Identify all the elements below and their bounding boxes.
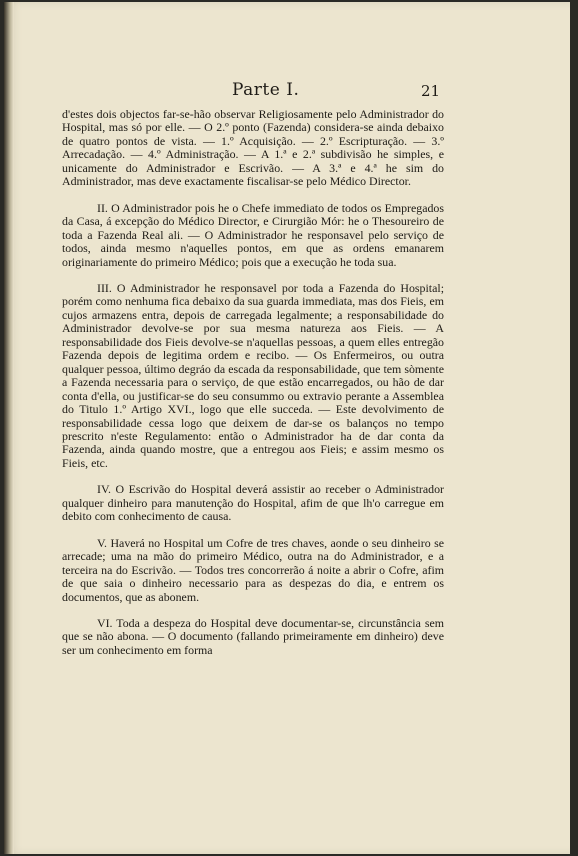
paragraph-III: III. O Administrador he responsavel por toda a Fazenda do Hospital; porém como nenhuma fica debaixo da sua guarda immediata, mas dos Fieis, em cujos armazens entra, depois de carregada legalmente; a responsabilidade do Administrador devolve-se por sua mesma natureza aos Fieis. — A responsabilidade dos Fieis devolve-se n'aquellas pessoas, a quem elles entregão Fazenda depois de legitima ordem e recibo. — Os Enfermeiros, ou outra qualquer pessoa, último degráo da escada da responsabilidade, que tem sòmente a Fazenda necessaria para o serviço, de que estão encarregados, ou hão de dar conta d'ella, ou justificar-se do seu consummo ou extravio perante a Assemblea do Titulo 1.º Artigo XVI., logo que elle succeda. — Este devolvimento de responsabilidade cessa logo que deixem de dar-se os balanços no tempo prescrito n'este Regulamento: então o Administrador ha de dar conta da Fazenda, ainda quando mostre, que a entregou aos Fieis; e assim mesmo os Fieis, etc. [62, 280, 444, 470]
paragraph-continuation: d'estes dois objectos far-se-hão observar Religiosamente pelo Administrador do Hospital, mas só por elle. — O 2.º ponto (Fazenda) considera-se ainda debaixo de quatro pontos de vista. — 1.º Acquisição. — 2.º Escripturação. — 3.º Arrecadação. — 4.º Administração. — A 1.ª e 2.ª subdivisão he simples, e unicamente do Administrador e Escrivão. — A 3.ª e 4.ª he sim do Administrador, mas deve exactamente fiscalisar-se pelo Médico Director. [62, 107, 444, 189]
body-text [62, 108, 444, 657]
running-title: Parte I. [232, 80, 300, 100]
paragraph-V: V. Haverá no Hospital um Cofre de tres chaves, aonde o seu dinheiro se arrecade; uma na mão do primeiro Médico, outra na do Administrador, e a terceira na do Escrivão. — Todos tres concorrerão á noite a abrir o Cofre, afim de que saia o dinheiro necessario para as despezas do dia, e entrem os documentos, que as abonem. [62, 535, 444, 604]
paragraph-II: II. O Administrador pois he o Chefe immediato de todos os Empregados da Casa, á excepção do Médico Director, e Cirurgião Mór: he o Thesoureiro de toda a Fazenda Real ali. — O Administrador he responsavel pelo serviço de todos, ainda mesmo n'aquelles pontos, em que as ordens emanarem originariamente do primeiro Médico; pois que a execução he toda sua. [62, 200, 444, 269]
page-gutter-shadow [4, 2, 14, 854]
paragraph-IV: IV. O Escrivão do Hospital deverá assistir ao receber o Administrador qualquer dinheiro para manutenção do Hospital, afim de que lh'o carregue em debito com conhecimento de causa. [62, 482, 444, 524]
page-number: 21 [421, 82, 441, 100]
paragraph-VI: VI. Toda a despeza do Hospital deve documentar-se, circunstância sem que se não abona. — O documento (fallando primeiramente em dinheiro) deve ser um conhecimento em forma [62, 615, 444, 657]
page-header [0, 80, 578, 102]
